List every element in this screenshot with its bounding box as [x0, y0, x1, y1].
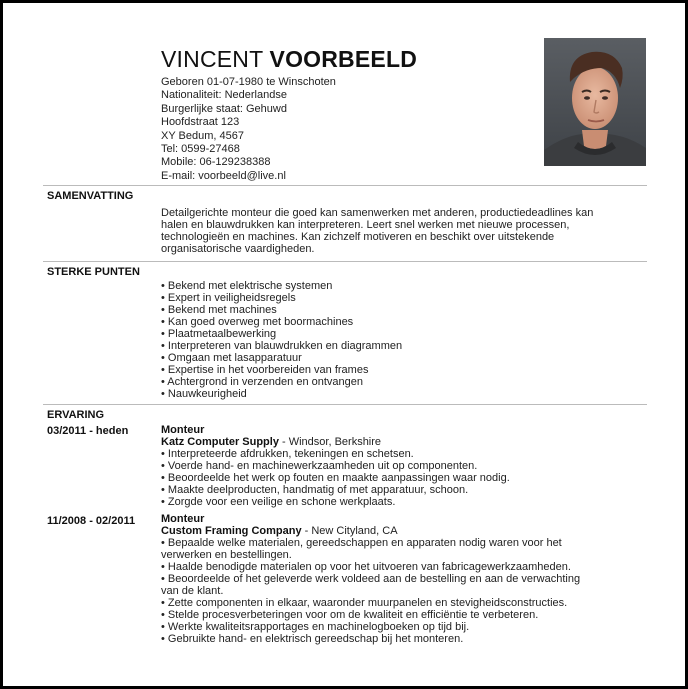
job-duty: • Beoordeelde of het geleverde werk voldeed aan de bestelling en aan de verwachting [161, 573, 581, 585]
list-item: • Plaatmetaalbewerking [161, 328, 277, 340]
summary-line: organisatorische vaardigheden. [161, 243, 315, 255]
job-duty: van de klant. [161, 585, 224, 597]
last-name: VOORBEELD [269, 46, 418, 72]
job-duty: • Maakte deelproducten, handmatig of met apparatuur, schoon. [161, 484, 469, 496]
job-title: Monteur [161, 424, 205, 436]
job-duty: • Stelde procesverbeteringen voor om de kwaliteit en efficiëntie te verbeteren. [161, 609, 539, 621]
job-entry [161, 424, 510, 508]
divider [43, 404, 647, 405]
employer-location: - New Cityland, CA [301, 525, 398, 537]
strengths-list [161, 280, 402, 400]
detail-marital-status: Burgerlijke staat: Gehuwd [161, 102, 287, 115]
job-employer-line [161, 436, 510, 448]
employer-name: Custom Framing Company [161, 525, 302, 537]
job-duty: • Gebruikte hand- en elektrisch gereedschap bij het monteren. [161, 633, 464, 645]
job-duty: • Voerde hand- en machinewerkzaamheden uit op componenten. [161, 460, 478, 472]
job-dates: 11/2008 - 02/2011 [47, 515, 136, 527]
detail-mobile: Mobile: 06-129238388 [161, 156, 271, 169]
list-item: • Kan goed overweg met boormachines [161, 316, 354, 328]
list-item: • Expertise in het voorbereiden van frames [161, 364, 369, 376]
detail-phone: Tel: 0599-27468 [161, 142, 240, 155]
divider [43, 261, 647, 262]
job-duty: • Zorgde voor een veilige en schone werkplaats. [161, 496, 396, 508]
job-title: Monteur [161, 513, 205, 525]
detail-email: E-mail: voorbeeld@live.nl [161, 169, 286, 182]
detail-nationality: Nationaliteit: Nederlandse [161, 89, 287, 102]
list-item: • Bekend met machines [161, 304, 277, 316]
section-heading-summary: SAMENVATTING [47, 190, 134, 202]
job-duty: • Beoordeelde het werk op fouten en maakte aanpassingen waar nodig. [161, 472, 510, 484]
job-duty: • Zette componenten in elkaar, waaronder muurpanelen en stevigheidsconstructies. [161, 597, 568, 609]
job-dates: 03/2011 - heden [47, 425, 129, 437]
job-duty: • Werkte kwaliteitsrapportages en machinelogboeken op tijd bij. [161, 621, 470, 633]
list-item: • Interpreteren van blauwdrukken en diagrammen [161, 340, 403, 352]
candidate-name [161, 46, 417, 72]
job-employer-line [161, 525, 580, 537]
list-item: • Achtergrond in verzenden en ontvangen [161, 376, 363, 388]
employer-name: Katz Computer Supply [161, 436, 279, 448]
summary-text [161, 207, 593, 255]
employer-location: - Windsor, Berkshire [278, 436, 382, 448]
summary-line: technologieën en machines. Kan zichzelf motiveren en beschikt over uitstekende [161, 231, 555, 243]
detail-birth: Geboren 01-07-1980 te Winschoten [161, 76, 336, 88]
list-item: • Nauwkeurigheid [161, 388, 247, 400]
job-duty: • Bepaalde welke materialen, gereedschappen en apparaten nodig waren voor het [161, 537, 562, 549]
job-duty: • Interpreteerde afdrukken, tekeningen en schetsen. [161, 448, 414, 460]
section-heading-experience: ERVARING [47, 409, 105, 421]
job-duty: verwerken en bestellingen. [161, 549, 292, 561]
job-duty: • Haalde benodigde materialen op voor het uitvoeren van fabricagewerkzaamheden. [161, 561, 571, 573]
summary-line: halen en blauwdrukken kan interpreteren. Leert snel werken met nieuwe processen, [161, 219, 570, 231]
portrait-photo [544, 38, 646, 166]
portrait-illustration [544, 38, 646, 166]
job-entry [161, 513, 580, 645]
detail-street: Hoofdstraat 123 [161, 116, 240, 129]
list-item: • Expert in veiligheidsregels [161, 292, 296, 304]
section-heading-strengths: STERKE PUNTEN [47, 266, 140, 278]
list-item: • Omgaan met lasapparatuur [161, 352, 302, 364]
summary-line: Detailgerichte monteur die goed kan samenwerken met anderen, productiedeadlines kan [161, 207, 594, 219]
divider [43, 185, 647, 186]
detail-postal-city: XY Bedum, 4567 [161, 129, 244, 142]
first-name: VINCENT [161, 46, 263, 72]
personal-details [161, 76, 336, 183]
list-item: • Bekend met elektrische systemen [161, 280, 333, 292]
